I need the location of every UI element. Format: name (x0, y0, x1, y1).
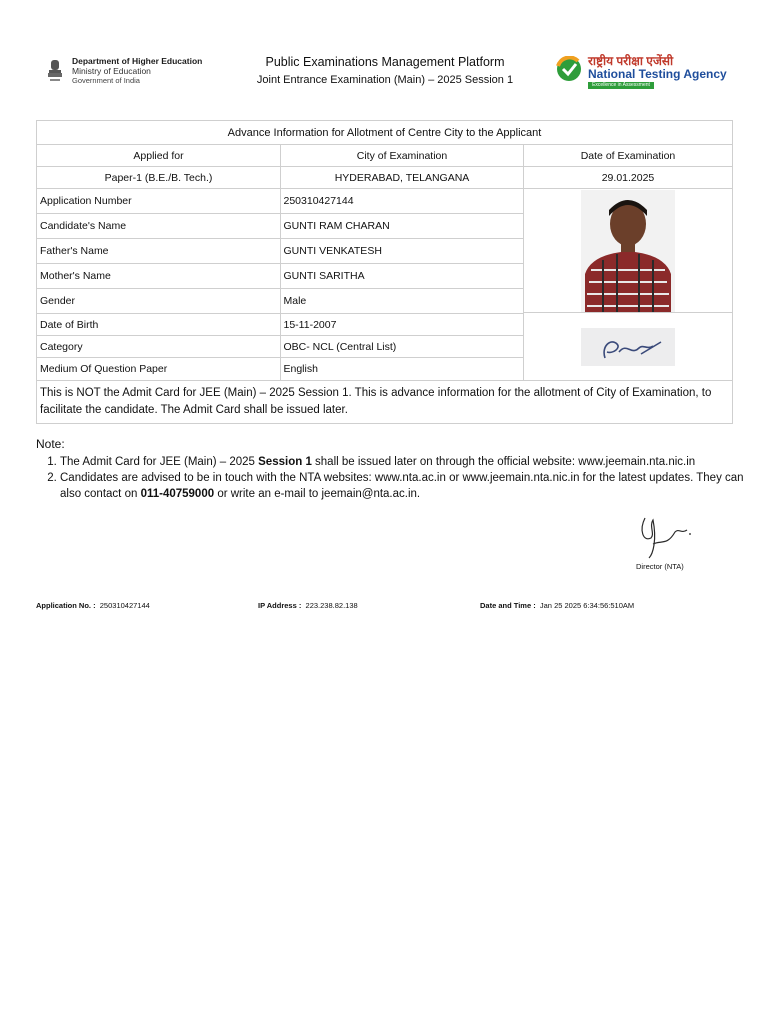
label-gender: Gender (37, 289, 281, 313)
label-father-name: Father's Name (37, 239, 281, 263)
table-row (37, 289, 523, 314)
nta-english-name: National Testing Agency (588, 67, 727, 81)
table-row (37, 264, 523, 289)
list-item: 1. The Admit Card for JEE (Main) – 2025 Session 1 shall be issued later on through the official website: www.jeemain.nta.nic.in (60, 454, 756, 470)
table-row (37, 239, 523, 264)
value-mother-name: GUNTI SARITHA (283, 270, 365, 282)
label-category: Category (37, 336, 281, 357)
label-application-number: Application Number (37, 189, 281, 213)
candidate-details (37, 189, 732, 381)
table-row (37, 214, 523, 239)
dhe-line2: Ministry of Education (72, 66, 151, 76)
dhe-logo (44, 54, 214, 88)
director-signature (628, 510, 698, 565)
table-row (37, 189, 523, 214)
value-medium: English (283, 363, 318, 375)
note-section (36, 437, 756, 502)
table-title: Advance Information for Allotment of Centre City to the Applicant (37, 121, 732, 145)
value-gender: Male (283, 295, 307, 307)
page-title: Public Examinations Management Platform (265, 55, 505, 69)
header-date: Date of Examination (580, 149, 676, 162)
director-label: Director (NTA) (636, 562, 684, 571)
value-candidate-name: GUNTI RAM CHARAN (283, 220, 390, 232)
table-row (37, 358, 523, 380)
label-mother-name: Mother's Name (37, 264, 281, 288)
nta-check-icon (556, 56, 582, 82)
label-dob: Date of Birth (37, 314, 281, 335)
footer-date-time: Date and Time : Jan 25 2025 6:34:56:510AM (480, 601, 635, 610)
national-emblem-icon (44, 56, 66, 86)
label-candidate-name: Candidate's Name (37, 214, 281, 238)
footer-application-no: Application No. : 250310427144 (36, 601, 150, 610)
note-heading: Note: (36, 437, 65, 451)
table-values-row (37, 167, 732, 189)
dhe-line1: Department of Higher Education (72, 56, 203, 66)
notice-text: This is NOT the Admit Card for JEE (Main) – 2025 Session 1. This is advance information for the allotment of City of Examination, to facilitate the candidate. The Admit Card shall be issued later. (40, 387, 712, 416)
header-applied-for: Applied for (37, 145, 281, 166)
candidate-signature (581, 328, 675, 366)
table-row (37, 314, 523, 336)
value-date: 29.01.2025 (601, 171, 655, 184)
dhe-line3: Government of India (72, 76, 140, 85)
table-row (37, 336, 523, 358)
value-city: HYDERABAD, TELANGANA (281, 167, 524, 188)
value-application-number: 250310427144 (283, 195, 354, 207)
list-item: 2. Candidates are advised to be in touch with the NTA websites: www.nta.ac.in or www.jeemain.nta.nic.in for the latest updates. They can also contact on 011-40759000 or write an e-mail to jeemain@nta.ac.in. (60, 470, 756, 502)
candidate-photo (581, 190, 675, 312)
header-city: City of Examination (281, 145, 524, 166)
table-header-row (37, 145, 732, 167)
nta-hindi-name: राष्ट्रीय परीक्षा एजेंसी (588, 54, 674, 68)
value-applied-for: Paper-1 (B.E./B. Tech.) (37, 167, 281, 188)
allotment-table (36, 120, 733, 424)
nta-logo (556, 52, 736, 92)
page-subtitle: Joint Entrance Examination (Main) – 2025 Session 1 (256, 74, 514, 86)
page-header (0, 48, 768, 98)
value-father-name: GUNTI VENKATESH (283, 245, 382, 257)
value-dob: 15-11-2007 (283, 318, 337, 331)
value-category: OBC- NCL (Central List) (283, 340, 397, 353)
label-medium: Medium Of Question Paper (37, 358, 281, 380)
footer-ip-address: IP Address : 223.238.82.138 (258, 601, 358, 610)
nta-tagline: Excellence in Assessment (588, 82, 654, 89)
